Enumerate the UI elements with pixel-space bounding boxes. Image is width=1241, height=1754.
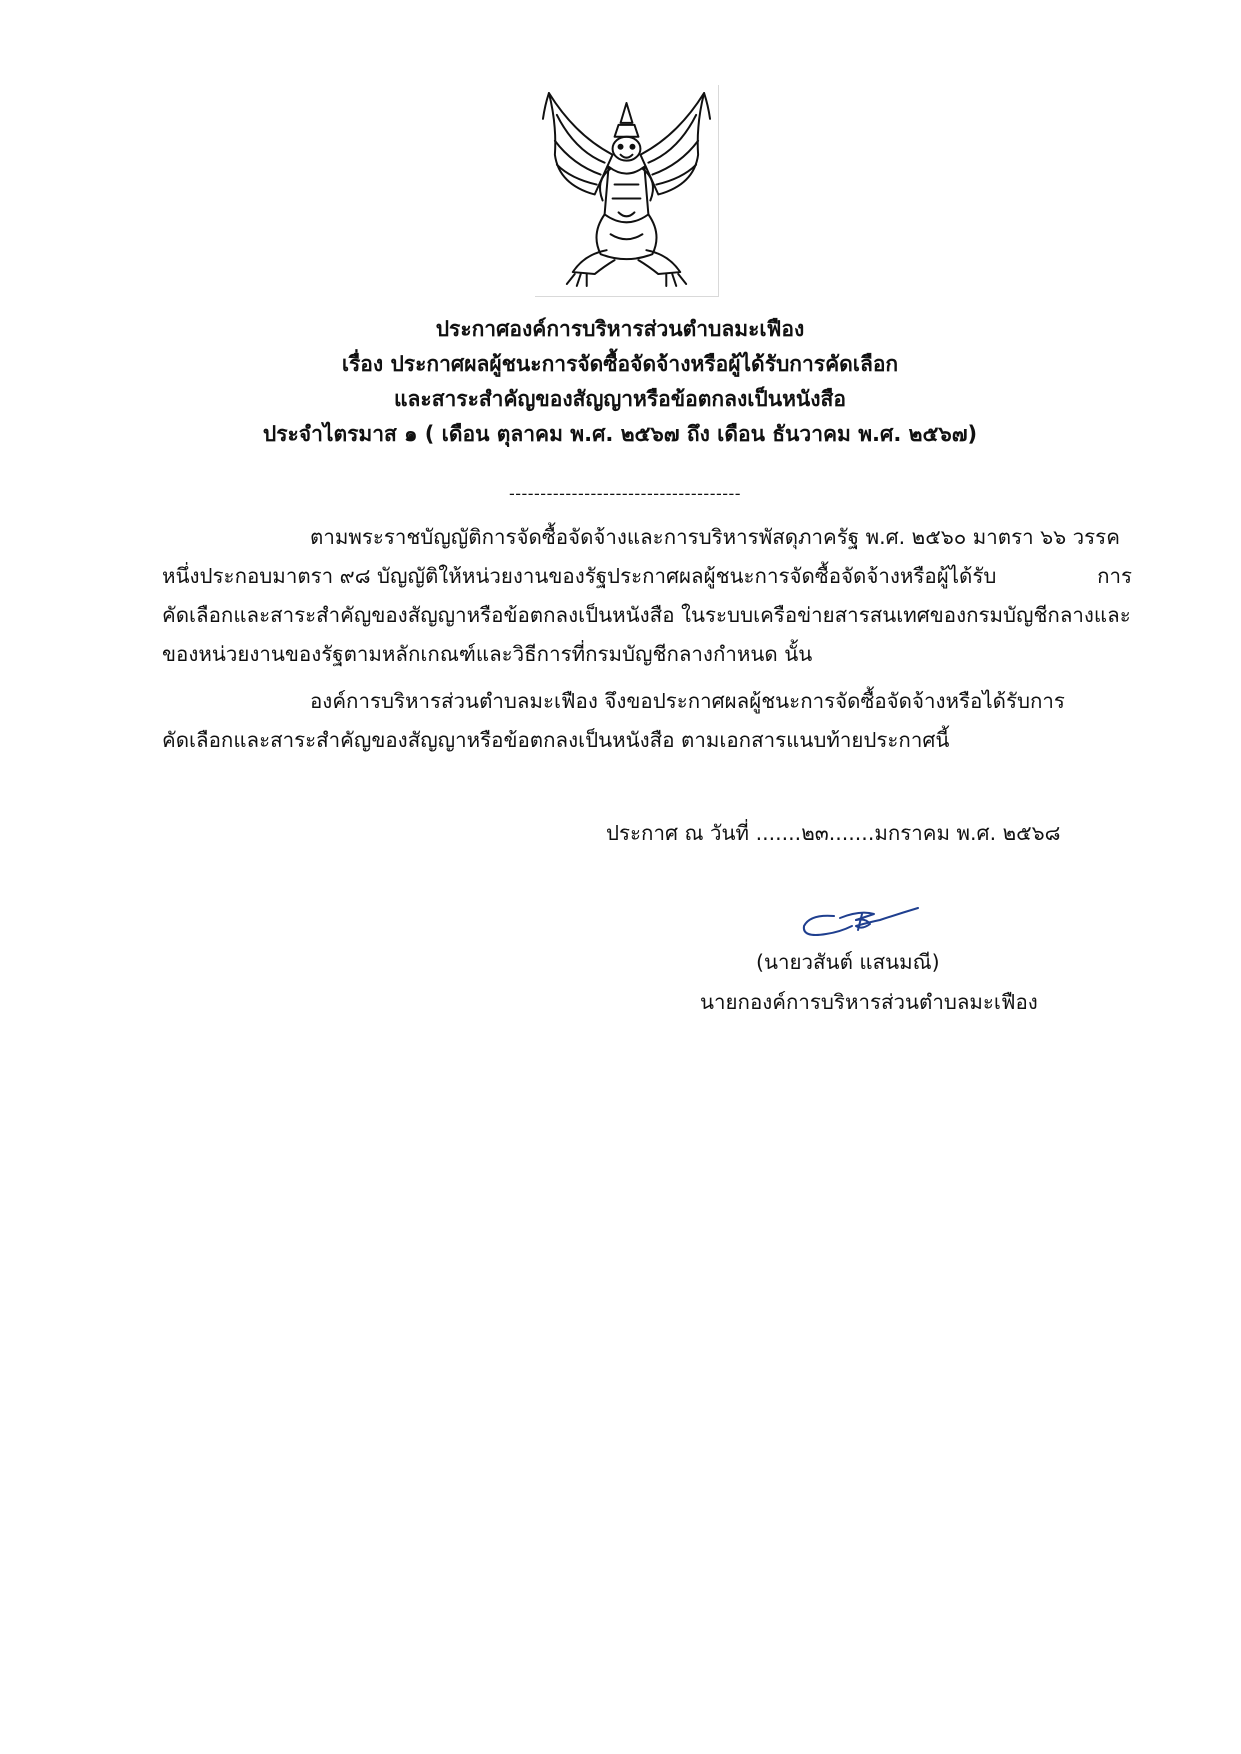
paragraph-line-main: หนึ่งประกอบมาตรา ๙๘ บัญญัติให้หน่วยงานของรัฐประกาศผลผู้ชนะการจัดซื้อจัดจ้างหรือผู้ได้รับ bbox=[162, 564, 997, 588]
paragraph-line: คัดเลือกและสาระสำคัญของสัญญาหรือข้อตกลงเป็นหนังสือ ในระบบเครือข่ายสารสนเทศของกรมบัญชีกลางและ bbox=[162, 603, 1131, 627]
announcement-date: ประกาศ ณ วันที่ .......๒๓.......มกราคม พ.ศ. ๒๕๖๘ bbox=[606, 821, 1061, 845]
garuda-emblem-icon bbox=[535, 85, 719, 297]
divider-line: ------------------------------------- bbox=[508, 484, 742, 503]
header-subject: เรื่อง ประกาศผลผู้ชนะการจัดซื้อจัดจ้างหรือผู้ได้รับการคัดเลือก bbox=[341, 352, 899, 376]
header-subject-cont: และสาระสำคัญของสัญญาหรือข้อตกลงเป็นหนังสือ bbox=[394, 387, 846, 411]
paragraph-line-end: การ bbox=[1097, 564, 1132, 588]
paragraph-line: ของหน่วยงานของรัฐตามหลักเกณฑ์และวิธีการที่กรมบัญชีกลางกำหนด นั้น bbox=[162, 642, 813, 666]
header-period: ประจำไตรมาส ๑ ( เดือน ตุลาคม พ.ศ. ๒๕๖๗ ถึง เดือน ธันวาคม พ.ศ. ๒๕๖๗) bbox=[262, 422, 978, 446]
paragraph-announcement bbox=[162, 682, 1132, 760]
signer-title: นายกองค์การบริหารส่วนตำบลมะเฟือง bbox=[700, 990, 1038, 1014]
signature-icon bbox=[800, 904, 920, 942]
paragraph-line: ตามพระราชบัญญัติการจัดซื้อจัดจ้างและการบริหารพัสดุภาครัฐ พ.ศ. ๒๕๖๐ มาตรา ๖๖ วรรค bbox=[310, 525, 1120, 549]
header-issuer: ประกาศองค์การบริหารส่วนตำบลมะเฟือง bbox=[435, 317, 805, 341]
paragraph-legal-basis bbox=[162, 518, 1132, 674]
signer-name: (นายวสันต์ แสนมณี) bbox=[756, 950, 940, 974]
paragraph-line: คัดเลือกและสาระสำคัญของสัญญาหรือข้อตกลงเป็นหนังสือ ตามเอกสารแนบท้ายประกาศนี้ bbox=[162, 728, 950, 752]
paragraph-line bbox=[162, 557, 1132, 596]
paragraph-line: องค์การบริหารส่วนตำบลมะเฟือง จึงขอประกาศผลผู้ชนะการจัดซื้อจัดจ้างหรือได้รับการ bbox=[310, 689, 1065, 713]
announcement-header bbox=[120, 312, 1120, 452]
